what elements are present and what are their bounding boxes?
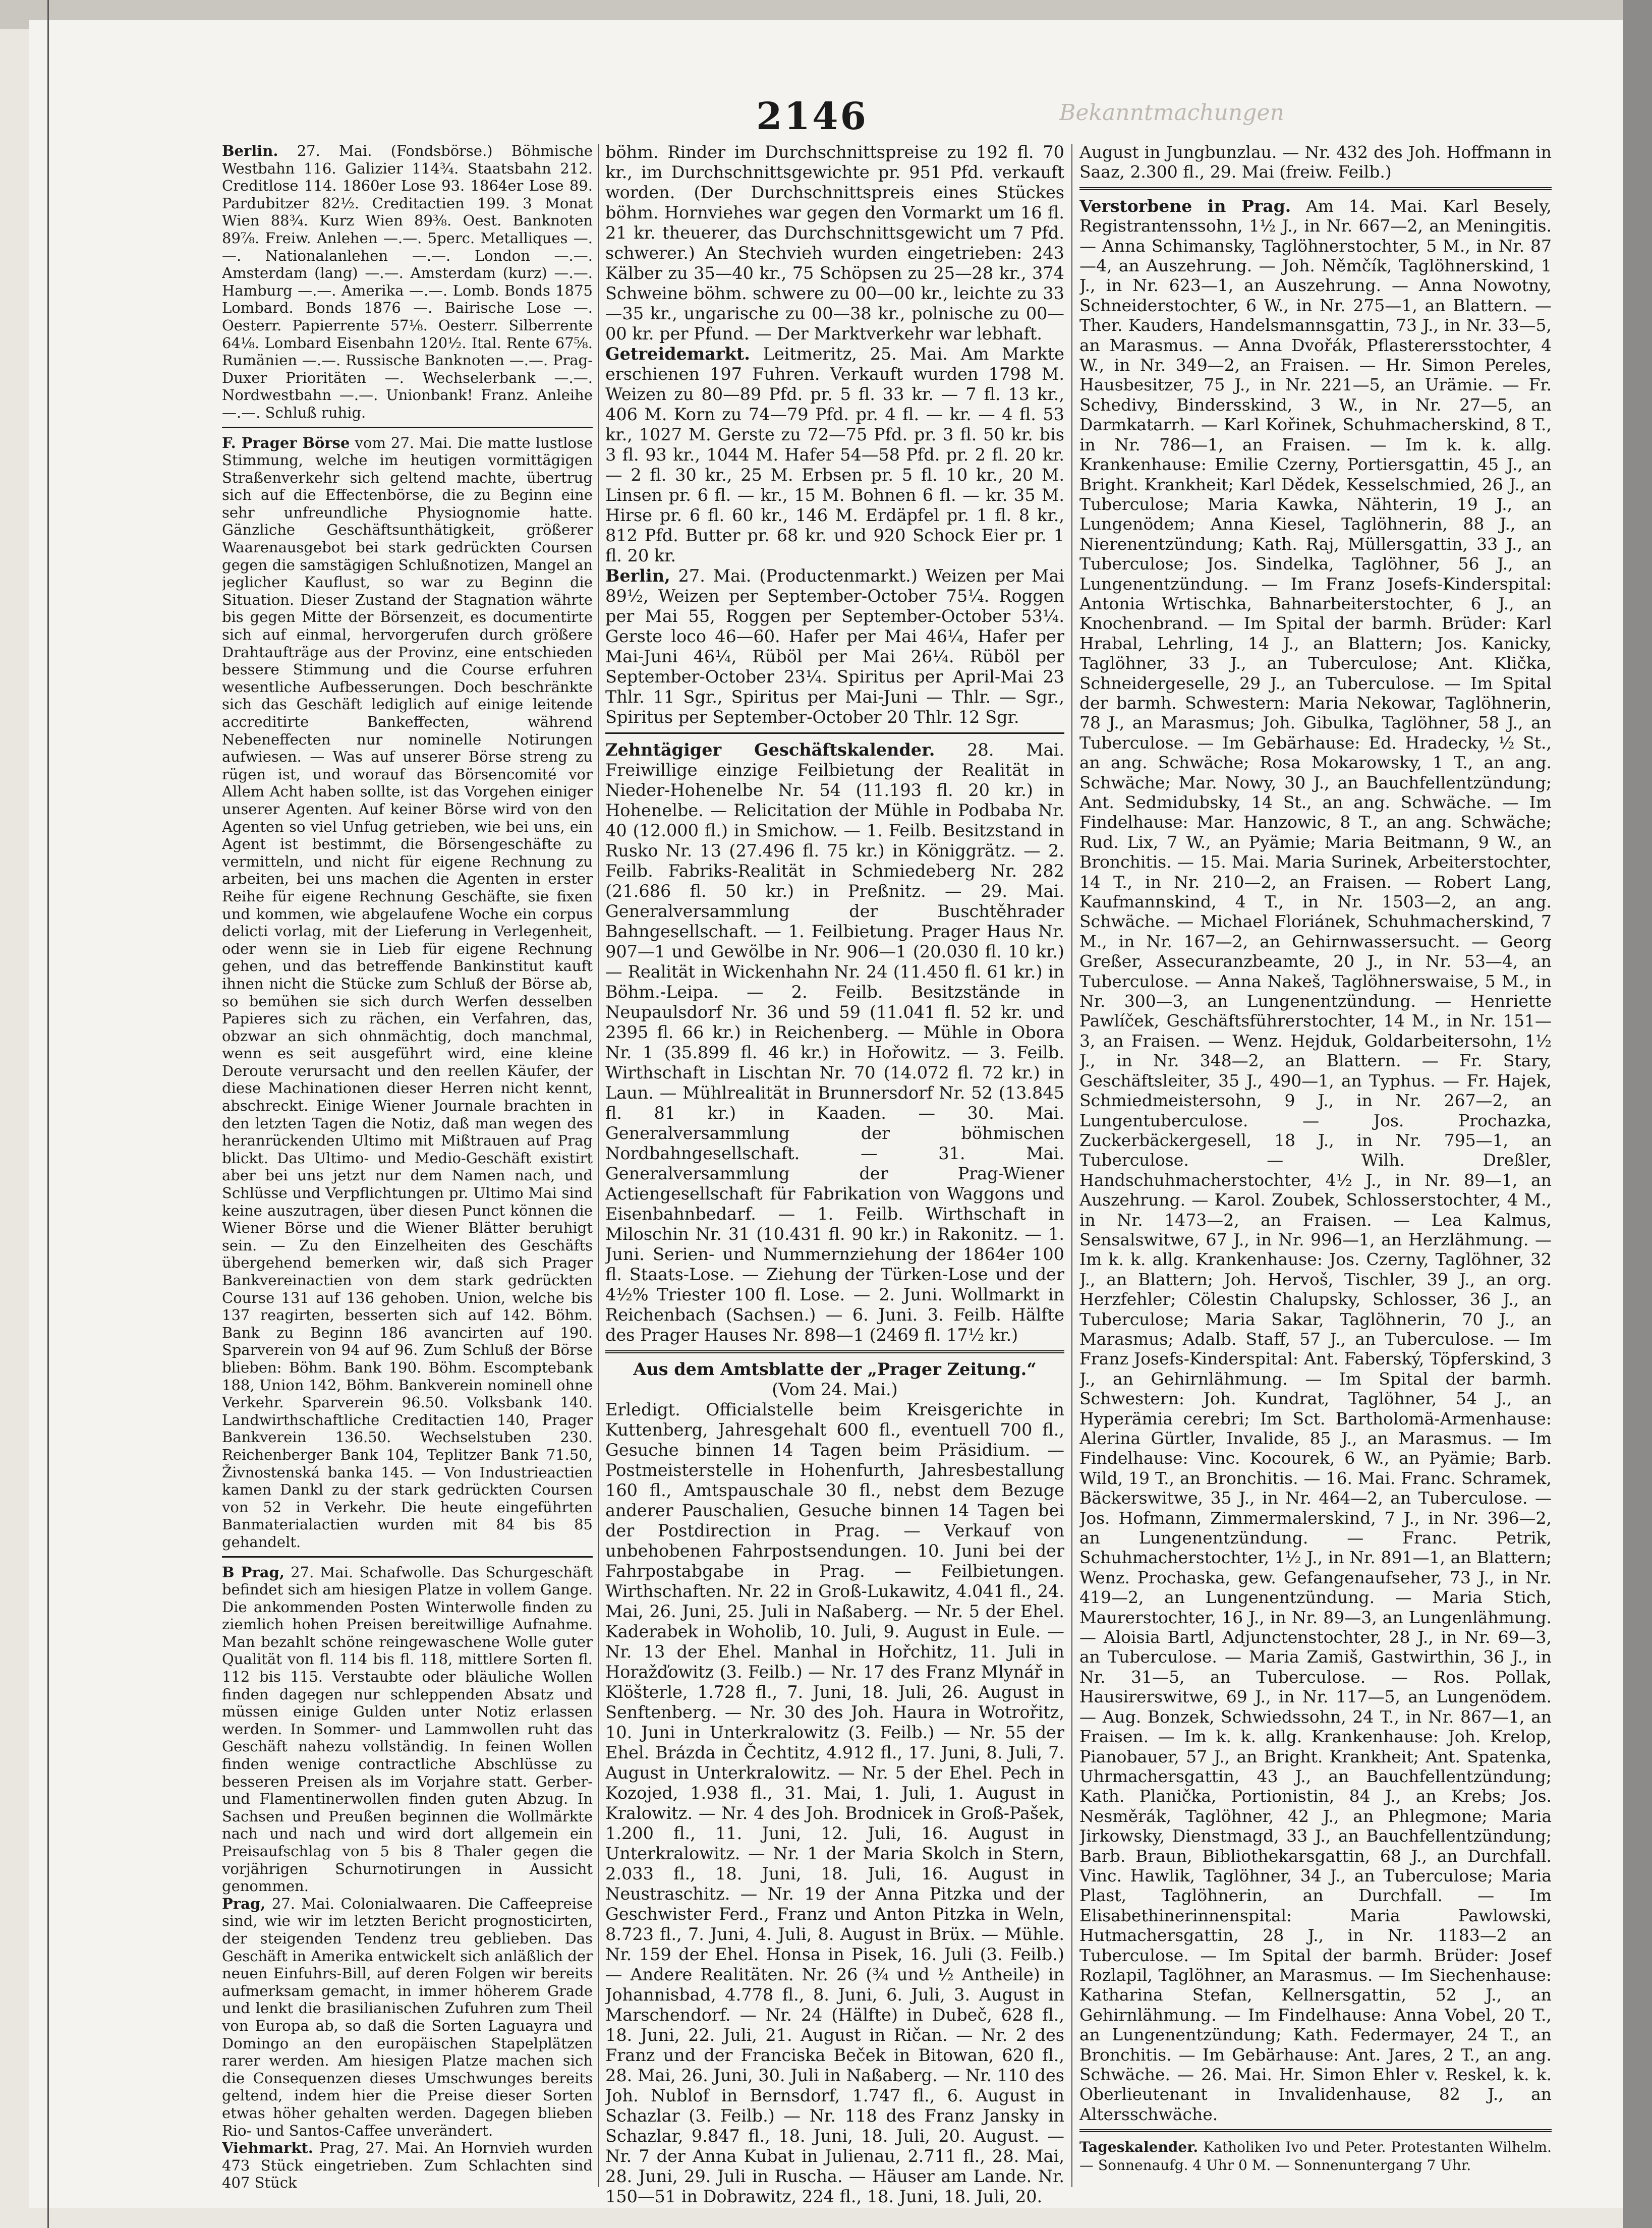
amtsblatt-continued: August in Jungbunzlau. — Nr. 432 des Joh. Hoffmann in Saaz, 2.300 fl., 29. Mai (freiw. Feilb.) [1079, 142, 1552, 182]
column-1 [222, 142, 593, 2228]
section-heading: Berlin, [605, 566, 670, 586]
section-heading: Berlin. [222, 142, 278, 159]
section-rule [1079, 187, 1552, 190]
section-heading: Prag, [222, 1895, 266, 1912]
amtsblatt-text: Erledigt. Officialstelle beim Kreisgerichte in Kuttenberg, Jahresgehalt 600 fl., eventuell 700 fl., Gesuche binnen 14 Tagen beim Präsidium. — Postmeisterstelle in Hohenfurth, Jahresbestallung 160 fl., Amtspauschale 30 fl., nebst dem Bezuge anderer Pauschalien, Gesuche binnen 14 Tagen bei der Postdirection in Prag. — Verkauf von unbehobenen Fahrpostsendungen. 10. Juni bei der Fahrpostabgabe in Prag. — Feilbietungen. Wirthschaften. Nr. 22 in Groß-Lukawitz, 4.041 fl., 24. Mai, 26. Juni, 25. Juli in Naßaberg. — Nr. 5 der Ehel. Kaderabek in Woholib, 10. Juli, 9. August in Eule. — Nr. 13 der Ehel. Manhal in Hořchitz, 11. Juli in Horažďowitz (3. Feilb.) — Nr. 17 des Franz Mlynář in Klöšterle, 1.728 fl., 7. Juni, 18. Juli, 26. August in Senftenberg. — Nr. 30 des Joh. Haura in Wotrořitz, 10. Juni in Unterkralowitz (3. Feilb.) — Nr. 55 der Ehel. Brázda in Čechtitz, 4.912 fl., 17. Juni, 8. Juli, 7. August in Unterkralowitz. — Nr. 5 der Ehel. Pech in Kozojed, 1.938 fl., 31. Mai, 1. Juli, 1. August in Kralowitz. — Nr. 4 des Joh. Brodnicek in Groß-Pašek, 1.200 fl., 11. Juni, 12. Juli, 16. August in Unterkralowitz. — Nr. 1 der Maria Skolch in Stern, 2.033 fl., 18. Juni, 18. Juli, 16. August in Neustraschitz. — Nr. 19 der Anna Pitzka und der Geschwister Ferd., Franz und Anton Pitzka in Weln, 8.723 fl., 7. Juni, 4. Juli, 8. August in Brüx. — Mühle. Nr. 159 der Ehel. Honsa in Pisek, 16. Juli (3. Feilb.) — Andere Realitäten. Nr. 26 (¾ und ½ Antheile) in Johannisbad, 4.778 fl., 8. Juni, 6. Juli, 3. August in Marschendorf. — Nr. 24 (Hälfte) in Dubeč, 628 fl., 18. Juni, 22. Juli, 21. August in Ričan. — Nr. 2 des Franz und der Franciska Beček in Bitowan, 620 fl., 28. Mai, 26. Juni, 30. Juli in Naßaberg. — Nr. 110 des Joh. Nublof in Bernsdorf, 1.747 fl., 6. August in Schazlar (3. Feilb.) — Nr. 118 des Franz Jansky in Schazlar, 9.847 fl., 18. Juni, 18. Juli, 20. August. — Nr. 7 der Anna Kubat in Julienau, 2.711 fl., 28. Mai, 28. Juni, 29. Juli in Ruscha. — Häuser am Lande. Nr. 150—51 in Dobrawitz, 224 fl., 18. Juni, 18. Juli, 20. [605, 1400, 1064, 2206]
amtsblatt-date: (Vom 24. Mai.) [772, 1380, 898, 1399]
article-text: vom 27. Mai. Die matte lustlose Stimmung, welche im heutigen vormittägigen Straßenverkehr sich geltend machte, übertrug sich auf die Effectenbörse, die zu Beginn eine sehr unfreundliche Physiognomie hatte. Gänzliche Geschäftsunthätigkeit, größerer Waarenausgebot bei stark gedrückten Coursen gegen die samstägigen Schlußnotizen, Mangel an jeglicher Kauflust, so war zu Beginn die Situation. Dieser Zustand der Stagnation währte bis gegen Mitte der Börsenzeit, es documentirte sich auf einmal, hervorgerufen durch größere Drahtaufträge aus der Provinz, eine entschieden bessere Stimmung und die Course erfuhren wesentliche Aufbesserungen. Doch beschränkte sich das Geschäft lediglich auf einige leitende accreditirte Bankeffecten, während Nebeneffecten nur nominelle Notirungen aufwiesen. — Was auf unserer Börse streng zu rügen ist, und worauf das Börsencomité vor Allem Acht haben sollte, ist das Vorgehen einiger unserer Agenten. Auf keiner Börse wird von den Agenten so viel Unfug getrieben, wie bei uns, ein Agent ist bestimmt, die Börsengeschäfte zu vermitteln, und nicht für eigene Rechnung zu arbeiten, bei uns machen die Agenten in erster Reihe für eigene Rechnung Geschäfte, sie fixen und kommen, wie abgelaufene Woche ein corpus delicti vorlag, mit der Lieferung in Verlegenheit, oder wenn sie in Lieb für eigene Rechnung gehen, und das betreffende Bankinstitut kauft ihnen nicht die Stücke zum Schluß der Börse ab, so bemühen sie sich durch Werfen desselben Papieres sich zu rächen, ein Verfahren, das, obzwar an sich ohnmächtig, doch manchmal, wenn es seit ausgeführt wird, eine kleine Deroute verursacht und den reellen Käufer, der diese Machinationen dieser Herren nicht kennt, abschreckt. Einige Wiener Journale brachten in den letzten Tagen die Notiz, daß man wegen des heranrückenden Ultimo mit Mißtrauen auf Prag blickt. Das Ultimo- und Medio-Geschäft existirt aber bei uns jetzt nur dem Namen nach, und Schlüsse und Verpflichtungen pr. Ultimo Mai sind keine auszutragen, über diesen Punct können die Wiener Börse und die Wiener Blätter beruhigt sein. — Zu den Einzelheiten des Geschäfts übergehend bemerken wir, daß sich Prager Bankvereinactien von dem stark gedrückten Course 131 auf 136 gehoben. Union, welche bis 137 reagirten, besserten sich auf 142. Böhm. Bank zu Beginn 186 avancirten auf 190. Sparverein von 94 auf 96. Zum Schluß der Börse blieben: Böhm. Bank 190. Böhm. Escomptebank 188, Union 142, Böhm. Bankverein nominell ohne Verkehr. Sparverein 96.50. Volksbank 140. Landwirthschaftliche Creditactien 140, Prager Bankverein 136.50. Wechselstuben 230. Reichenberger Bank 104, Teplitzer Bank 71.50, Živnostenská banka 145. — Von Industrieactien kamen Dankl zu der stark gedrückten Coursen von 52 in Verkehr. Die heute eingeführten Banmaterialactien wurden mit 84 bis 85 gehandelt. [222, 434, 593, 1551]
colonialwaaren-report [222, 1895, 593, 2139]
amtsblatt-heading: Aus dem Amtsblatte der „Prager Zeitung.“ [633, 1359, 1037, 1379]
article-text: 28. Mai. Freiwillige einzige Feilbietung der Realität in Nieder-Hohenelbe Nr. 54 (11.193 fl. 20 kr.) in Hohenelbe. — Relicitation der Mühle in Podbaba Nr. 40 (12.000 fl.) in Smichow. — 1. Feilb. Besitzstand in Rusko Nr. 13 (27.496 fl. 75 kr.) in Königgrätz. — 2. Feilb. Fabriks-Realität in Schmiedeberg Nr. 282 (21.686 fl. 50 kr.) in Preßnitz. — 29. Mai. Generalversammlung der Buschtěhrader Bahngesellschaft. — 1. Feilbietung. Prager Haus Nr. 907—1 und Gewölbe in Nr. 906—1 (20.030 fl. 10 kr.) — Realität in Wickenhahn Nr. 24 (11.450 fl. 61 kr.) in Böhm.-Leipa. — 2. Feilb. Besitzstände in Neupaulsdorf Nr. 36 und 59 (11.041 fl. 52 kr. und 2395 fl. 66 kr.) in Reichenberg. — Mühle in Obora Nr. 1 (35.899 fl. 46 kr.) in Hořowitz. — 3. Feilb. Wirthschaft in Lischtan Nr. 70 (14.072 fl. 72 kr.) in Laun. — Mühlrealität in Brunnersdorf Nr. 52 (13.845 fl. 81 kr.) in Kaaden. — 30. Mai. Generalversammlung der böhmischen Nordbahngesellschaft. — 31. Mai. Generalversammlung der Prag-Wiener Actiengesellschaft für Fabrikation von Waggons und Eisenbahnbedarf. — 1. Feilb. Wirthschaft in Miloschin Nr. 31 (10.431 fl. 90 kr.) in Rakonitz. — 1. Juni. Serien- und Nummernziehung der 1864er 100 fl. Staats-Lose. — Ziehung der Türken-Lose und der 4½% Triester 100 fl. Lose. — 2. Juni. Wollmarkt in Reichenbach (Sachsen.) — 6. Juni. 3. Feilb. Hälfte des Prager Hauses Nr. 898—1 (2469 fl. 17½ kr.) [605, 740, 1064, 1345]
section-heading: Getreidemarkt. [605, 344, 750, 364]
section-rule [1079, 2129, 1552, 2132]
schafwolle-report [222, 1564, 593, 1895]
column-divider [598, 144, 599, 2187]
section-heading: Zehntägiger Geschäftskalender. [605, 740, 935, 760]
article-text: Katholiken Ivo und Peter. Protestanten Wilhelm. — Sonnenaufg. 4 Uhr 0 M. — Sonnenuntergang 7 Uhr. [1079, 2139, 1552, 2174]
column-2 [605, 142, 1064, 2228]
section-heading: F. Prager Börse [222, 434, 350, 451]
getreidemarkt-report [605, 344, 1064, 566]
page-number: 2146 [756, 95, 868, 138]
column-divider [1071, 144, 1072, 2187]
binding-edge [47, 0, 49, 2228]
article-text: 27. Mai. Schafwolle. Das Schurgeschäft befindet sich am hiesigen Platze in vollem Gange. Die ankommenden Posten Winterwolle finden zu ziemlich hohen Preisen bereitwillige Aufnahme. Man bezahlt schöne reingewaschene Wolle guter Qualität von fl. 114 bis fl. 118, mittlere Sorten fl. 112 bis 115. Verstaubte oder bläuliche Wollen finden dagegen nur schleppenden Absatz und müssen einige Gulden unter Notiz erlassen werden. In Sommer- und Lammwollen ruht das Geschäft nahezu vollständig. In feinen Wollen finden wenige contractliche Abschlüsse zu besseren Preisen als im Vorjahre statt. Gerber- und Flamentinerwollen finden guten Abzug. In Sachsen und Preußen beginnen die Wollmärkte nach und nach und wird dort allgemein ein Preisaufschlag von 5 bis 8 Thaler gegen die vorjährigen Schurnotirungen in Aussicht genommen. [222, 1563, 593, 1895]
bleed-through-text: Bekanntmachungen [1059, 100, 1284, 126]
berlin-fonds-report [222, 142, 593, 422]
tageskalender [1079, 2138, 1552, 2175]
geschaeftskalender [605, 740, 1064, 1345]
article-text: 27. Mai. (Fondsbörse.) Böhmische Westbahn 116. Galizier 114¾. Staatsbahn 212. Creditlose 114. 1860er Lose 93. 1864er Lose 89. Pardubitzer 82½. Creditactien 199. 3 Monat Wien 88¾. Kurz Wien 89⅜. Oest. Banknoten 89⅞. Freiw. Anlehen —.—. 5perc. Metalliques —.—. Nationalanlehen —.—. London —.—. Amsterdam (lang) —.—. Amsterdam (kurz) —.—. Hamburg —.—. Amerika —.—. Lomb. Bonds 1875 Lombard. Bonds 1876 —. Bairische Lose —. Oesterr. Papierrente 57⅛. Oesterr. Silberrente 64⅛. Lombard Eisenbahn 120½. Ital. Rente 67⅝. Rumänien —.—. Russische Banknoten —.—. Prag-Duxer Prioritäten —. Wechselerbank —.—. Nordwestbahn —.—. Unionbank! Franz. Anleihe —.—. Schluß ruhig. [222, 142, 593, 421]
viehmarkt-continued: böhm. Rinder im Durchschnittspreise zu 192 fl. 70 kr., im Durchschnittsgewichte pr. 951 Pfd. verkauft worden. (Der Durchschnittspreis eines Stückes böhm. Hornviehes war gegen den Vormarkt um 16 fl. 21 kr. theuerer, das Durchschnittsgewicht um 7 Pfd. schwerer.) An Stechvieh wurden eingetrieben: 243 Kälber zu 35—40 kr., 75 Schöpsen zu 25—28 kr., 374 Schweine böhm. schwere zu 00—00 kr., leichte zu 33—35 kr., ungarische zu 00—38 kr., polnische zu 00—00 kr. per Pfund. — Der Marktverkehr war lebhaft. [605, 142, 1064, 344]
section-rule [222, 1556, 593, 1558]
section-rule [605, 1350, 1064, 1353]
article-text: Leitmeritz, 25. Mai. Am Markte erschienen 197 Fuhren. Verkauft wurden 1798 M. Weizen zu 80—89 Pfd. pr. 5 fl. 33 kr. — 7 fl. 13 kr., 406 M. Korn zu 74—79 Pfd. pr. 4 fl. — kr. — 4 fl. 53 kr., 1027 M. Gerste zu 72—75 Pfd. pr. 3 fl. 50 kr. bis 3 fl. 93 kr., 1044 M. Hafer 54—58 Pfd. pr. 2 fl. 20 kr. — 2 fl. 30 kr., 25 M. Erbsen pr. 5 fl. 10 kr., 20 M. Linsen pr. 6 fl. — kr., 15 M. Bohnen 6 fl. — kr. 35 M. Hirse pr. 6 fl. 60 kr., 146 M. Erdäpfel pr. 1 fl. 8 kr., 812 Pfd. Butter pr. 68 kr. und 920 Schock Eier pr. 1 fl. 20 kr. [605, 344, 1064, 565]
prager-boerse-report [222, 434, 593, 1551]
viehmarkt-report [222, 2139, 593, 2192]
berlin-producten-report [605, 566, 1064, 727]
section-heading: Tageskalender. [1079, 2139, 1199, 2156]
section-rule [222, 427, 593, 428]
section-heading: Viehmarkt. [222, 2139, 313, 2157]
column-3 [1079, 142, 1552, 2228]
section-heading: Verstorbene in Prag. [1079, 196, 1291, 216]
article-text: Am 14. Mai. Karl Besely, Registrantenssohn, 1½ J., in Nr. 667—2, an Meningitis. — Anna Schimansky, Taglöhnerstochter, 5 M., in Nr. 87—4, an Auszehrung. — Joh. Němčík, Taglöhnerskind, 1 J., in Nr. 623—1, an Auszehrung. — Anna Nowotny, Schneiderstochter, 6 W., in Nr. 275—1, an Blattern. — Ther. Kauders, Handelsmannsgattin, 73 J., in Nr. 33—5, an Marasmus. — Anna Dvořák, Pflasterersstochter, 4 W., in Nr. 349—2, an Fraisen. — Hr. Simon Pereles, Hausbesitzer, 75 J., in Nr. 221—5, an Urämie. — Fr. Schedivy, Bindersskind, 3 W., in Nr. 27—5, an Darmkatarrh. — Karl Kořinek, Schuhmacherskind, 8 T., in Nr. 786—1, an Fraisen. — Im k. k. allg. Krankenhause: Emilie Czerny, Portiersgattin, 45 J., an Bright. Krankheit; Karl Dědek, Kesselschmied, 26 J., an Tuberculose; Maria Kawka, Nähterin, 19 J., an Lungenödem; Anna Kiesel, Taglöhnerin, 88 J., an Nierenentzündung; Kath. Raj, Müllersgattin, 33 J., an Tuberculose; Jos. Sindelka, Taglöhner, 56 J., an Lungenentzündung. — Im Franz Josefs-Kinderspital: Antonia Wrtischka, Bahnarbeiterstochter, 6 J., an Knochenbrand. — Im Spital der barmh. Brüder: Karl Hrabal, Lehrling, 14 J., an Blattern; Jos. Kanicky, Taglöhner, 33 J., an Tuberculose; Ant. Klička, Schneidergeselle, 29 J., an Tuberculose. — Im Spital der barmh. Schwestern: Maria Nekowar, Taglöhnerin, 78 J., an Marasmus; Joh. Gibulka, Taglöhner, 58 J., an Tuberculose. — Im Gebärhause: Ed. Hradecky, ½ St., an ang. Schwäche; Rosa Mokarowsky, 1 T., an ang. Schwäche; Mar. Nowy, 30 J., an Bauchfellentzündung; Ant. Sedmidubsky, 14 St., an ang. Schwäche. — Im Findelhause: Mar. Hanzowic, 8 T., an ang. Schwäche; Rud. Lix, 7 W., an Pyämie; Maria Beitmann, 9 W., an Bronchitis. — 15. Mai. Maria Surinek, Arbeiterstochter, 14 T., in Nr. 210—2, an Fraisen. — Robert Lang, Kaufmannskind, 4 T., in Nr. 1503—2, an ang. Schwäche. — Michael Floriánek, Schuhmacherskind, 7 M., in Nr. 167—2, an Gehirnwassersucht. — Georg Greßer, Assecuranzbeamte, 20 J., in Nr. 53—4, an Tuberculose. — Anna Nakeš, Taglöhnerswaise, 5 M., in Nr. 300—3, an Lungenentzündung. — Henriette Pawlíček, Geschäftsführerstochter, 14 M., in Nr. 151—3, an Fraisen. — Wenz. Hejduk, Goldarbeitersohn, 1½ J., in Nr. 348—2, an Blattern. — Fr. Stary, Geschäftsleiter, 35 J., 490—1, an Typhus. — Fr. Hajek, Schmiedmeistersohn, 9 J., in Nr. 267—2, an Lungentuberculose. — Jos. Prochazka, Zuckerbäckergesell, 18 J., in Nr. 795—1, an Tuberculose. — Wilh. Dreßler, Handschuhmacherstochter, 4½ J., in Nr. 89—1, an Auszehrung. — Karol. Zoubek, Schlosserstochter, 4 M., in Nr. 1473—2, an Fraisen. — Lea Kalmus, Sensalswitwe, 67 J., in Nr. 996—1, an Herzlähmung. — Im k. k. allg. Krankenhause: Jos. Czerny, Taglöhner, 32 J., an Blattern; Joh. Hervoš, Tischler, 39 J., an org. Herzfehler; Cölestin Chalupsky, Schlosser, 36 J., an Tuberculose; Maria Sakar, Taglöhnerin, 70 J., an Marasmus; Adalb. Staff, 57 J., an Tuberculose. — Im Franz Josefs-Kinderspital: Ant. Faberský, Töpferskind, 3 J., an Gehirnlähmung. — Im Spital der barmh. Schwestern: Joh. Kundrat, Taglöhner, 54 J., an Hyperämia cerebri; Im Sct. Bartholomä-Armenhause: Alerina Gürtler, Invalide, 85 J., an Marasmus. — Im Findelhause: Vinc. Kocourek, 6 W., an Pyämie; Barb. Wild, 19 T., an Bronchitis. — 16. Mai. Franc. Schramek, Bäckerswitwe, 35 J., in Nr. 464—2, an Tuberculose. — Jos. Hofmann, Zimmermalerskind, 7 J., in Nr. 396—2, an Lungenentzündung. — Franc. Petrik, Schuhmacherstochter, 1½ J., in Nr. 891—1, an Blattern; Wenz. Prochaska, gew. Gefangenaufseher, 73 J., in Nr. 419—2, an Lungenentzündung. — Maria Stich, Maurerstochter, 16 J., in Nr. 89—3, an Lungenlähmung. — Aloisia Bartl, Adjunctenstochter, 28 J., in Nr. 69—3, an Tuberculose. — Maria Zamiš, Gastwirthin, 36 J., in Nr. 31—5, an Tuberculose. — Ros. Pollak, Hausirerswitwe, 69 J., in Nr. 117—5, an Lungenödem. — Aug. Bonzek, Schwiedssohn, 24 T., in Nr. 867—1, an Fraisen. — Im k. k. allg. Krankenhause: Joh. Krelop, Pianobauer, 57 J., an Bright. Krankheit; Ant. Spatenka, Uhrmachersgattin, 43 J., an Bauchfellentzündung; Kath. Planička, Portionistin, 84 J., an Krebs; Jos. Nesměrák, Taglöhner, 42 J., an Phlegmone; Maria Jirkowsky, Dienstmagd, 33 J., an Bauchfellentzündung; Barb. Braun, Bibliothekarsgattin, 68 J., an Durchfall. Vinc. Hawlik, Taglöhner, 34 J., an Tuberculose; Maria Plast, Taglöhnerin, an Durchfall. — Im Elisabethinerinnenspital: Maria Pawlowski, Hutmachersgattin, 28 J., in Nr. 1183—2 an Tuberculose. — Im Spital der barmh. Brüder: Josef Rozlapil, Taglöhner, an Marasmus. — Im Siechenhause: Katharina Stefan, Kellnersgattin, 52 J., an Gehirnlähmung. — Im Findelhause: Anna Vobel, 20 T., an Lungenentzündung; Kath. Federmayer, 24 T., an Bronchitis. — Im Gebärhause: Ant. Jares, 2 T., an ang. Schwäche. — 26. Mai. Hr. Simon Ehler v. Reskel, k. k. Oberlieutenant in Invalidenhause, 82 J., an Altersschwäche. [1079, 196, 1552, 2124]
section-heading: B Prag, [222, 1563, 284, 1581]
article-text: 27. Mai. Colonialwaaren. Die Caffeepreise sind, wie wir im letzten Bericht prognosticirten, der steigenden Tendenz treu geblieben. Das Geschäft in Amerika entwickelt sich anläßlich der neuen Einfuhrs-Bill, auf deren Folgen wir bereits aufmerksam gemacht, in immer höherem Grade und lenkt die brasilianischen Zufuhren zum Theil von Europa ab, so daß die Sorten Laguayra und Domingo an den europäischen Stapelplätzen rarer werden. Am hiesigen Platze machen sich die Consequenzen dieses Umschwunges bereits geltend, indem hier die Preise dieser Sorten etwas höher gehalten werden. Dagegen blieben Rio- und Santos-Caffee unverändert. [222, 1895, 593, 2139]
scan-right-margin [1623, 0, 1652, 2228]
article-text: Prag, 27. Mai. An Hornvieh wurden 473 Stück eingetrieben. Zum Schlachten sind 407 Stück [222, 2139, 593, 2192]
verstorbene-list [1079, 196, 1552, 2124]
article-text: 27. Mai. (Productenmarkt.) Weizen per Mai 89½, Weizen per September-October 75¼. Roggen per Mai 55, Roggen per September-October 53¼. Gerste loco 46—60. Hafer per Mai 46¼, Hafer per Mai-Juni 46¼, Rüböl per Mai 26¼. Rüböl per September-October 23¼. Spiritus per April-Mai 23 Thlr. 11 Sgr., Spiritus per Mai-Juni — Thlr. — Sgr., Spiritus per September-October 20 Thlr. 12 Sgr. [605, 566, 1064, 727]
section-rule [605, 732, 1064, 734]
